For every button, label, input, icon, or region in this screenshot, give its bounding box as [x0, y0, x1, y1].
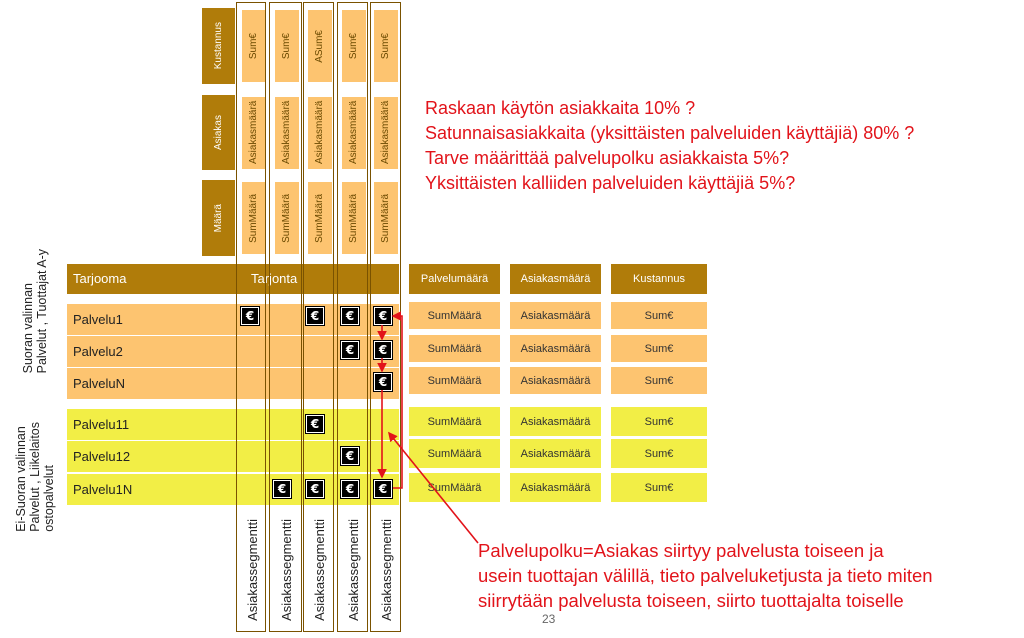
palvelumaara-cell: SumMäärä — [409, 302, 500, 329]
kustannus-cell: Sum€ — [611, 335, 707, 362]
asiakasmaara-header: Asiakasmäärä — [510, 264, 601, 294]
top-maara-value: SumMäärä — [314, 193, 325, 243]
palvelumaara-cell: SumMäärä — [409, 407, 500, 436]
segment-label: Asiakassegmentti — [378, 519, 394, 621]
top-maara-value: SumMäärä — [248, 193, 259, 243]
asiakasmaara-cell: Asiakasmäärä — [510, 335, 601, 362]
service-path-note — [478, 538, 933, 613]
top-kustannus-value: Sum€ — [281, 32, 292, 60]
kustannus-cell: Sum€ — [611, 407, 707, 436]
question-line: Tarve määrittää palvelupolku asiakkaista 5%? — [425, 148, 790, 168]
kustannus-label: Kustannus — [212, 22, 224, 70]
euro-icon: € — [341, 307, 359, 325]
palvelumaara-cell: SumMäärä — [409, 335, 500, 362]
row-name: PalveluN — [73, 376, 126, 391]
asiakasmaara-cell: Asiakasmäärä — [510, 302, 601, 329]
top-asiakas-value: Asiakasmäärä — [380, 100, 391, 164]
top-asiakas-value: Asiakasmäärä — [314, 100, 325, 164]
side-label-line: Palvelut , Liikelaitos — [28, 422, 42, 532]
asiakasmaara-cell: Asiakasmäärä — [510, 473, 601, 502]
euro-icon: € — [241, 307, 259, 325]
kustannus-cell: Sum€ — [611, 473, 707, 502]
segment-label: Asiakassegmentti — [345, 519, 361, 621]
top-kustannus-value: Sum€ — [248, 32, 259, 60]
asiakasmaara-cell: Asiakasmäärä — [510, 407, 601, 436]
segment-label: Asiakassegmentti — [244, 519, 260, 621]
top-asiakas-value: Asiakasmäärä — [348, 100, 359, 164]
kustannus-cell: Sum€ — [611, 439, 707, 468]
top-maara-value: SumMäärä — [380, 193, 391, 243]
asiakas-label: Asiakas — [212, 114, 224, 150]
euro-icon: € — [374, 480, 392, 498]
euro-icon: € — [374, 373, 392, 391]
note-line: usein tuottajan välillä, tieto palveluketjusta ja tieto miten — [478, 565, 933, 586]
top-kustannus-value: ASum€ — [314, 29, 325, 63]
tarjooma-label: Tarjooma — [73, 271, 127, 286]
euro-icon: € — [374, 341, 392, 359]
note-line: Palvelupolku=Asiakas siirtyy palvelusta toiseen ja — [478, 540, 884, 561]
maara-label: Määrä — [212, 203, 224, 233]
top-kustannus-value: Sum€ — [380, 32, 391, 60]
euro-icon: € — [306, 415, 324, 433]
euro-icon: € — [306, 480, 324, 498]
top-asiakas-value: Asiakasmäärä — [281, 100, 292, 164]
indirect-selection-label — [5, 392, 65, 562]
question-line: Satunnaisasiakkaita (yksittäisten palveluiden käyttäjiä) 80% ? — [425, 123, 915, 143]
page-number: 23 — [542, 612, 556, 626]
kustannus-cell: Sum€ — [611, 302, 707, 329]
euro-icon: € — [273, 480, 291, 498]
question-line: Yksittäisten kalliiden palveluiden käyttäjiä 5%? — [425, 173, 796, 193]
euro-icon: € — [306, 307, 324, 325]
row-name: Palvelu2 — [73, 344, 123, 359]
segment-label: Asiakassegmentti — [311, 519, 327, 621]
tarjonta-label: Tarjonta — [251, 271, 298, 286]
direct-selection-label — [10, 236, 60, 386]
asiakasmaara-cell: Asiakasmäärä — [510, 439, 601, 468]
side-label-line: ostopalvelut — [42, 465, 56, 532]
asiakasmaara-cell: Asiakasmäärä — [510, 367, 601, 394]
row-name: Palvelu12 — [73, 449, 131, 464]
side-label-line: Suoran valinnan — [21, 282, 35, 374]
note-line: siirrytään palvelusta toiseen, siirto tuottajalta toiselle — [478, 590, 904, 611]
kustannus-cell: Sum€ — [611, 367, 707, 394]
euro-icon: € — [374, 307, 392, 325]
top-kustannus-value: Sum€ — [348, 32, 359, 60]
kustannus-header: Kustannus — [611, 264, 707, 294]
row-name: Palvelu11 — [73, 417, 130, 432]
row-name: Palvelu1 — [73, 312, 123, 327]
palvelumaara-cell: SumMäärä — [409, 439, 500, 468]
euro-icon: € — [341, 447, 359, 465]
side-label-line: Ei-Suoran valinnan — [14, 426, 28, 532]
segment-label: Asiakassegmentti — [278, 519, 294, 621]
arrow-line — [393, 316, 402, 488]
row-name: Palvelu1N — [73, 482, 133, 497]
top-maara-value: SumMäärä — [348, 193, 359, 243]
palvelumaara-cell: SumMäärä — [409, 367, 500, 394]
side-label-line: Palvelut , Tuottajat A-y — [35, 248, 49, 374]
top-maara-value: SumMäärä — [281, 193, 292, 243]
palvelumaara-cell: SumMäärä — [409, 473, 500, 502]
palvelumaara-header: Palvelumäärä — [409, 264, 500, 294]
top-asiakas-value: Asiakasmäärä — [248, 100, 259, 164]
euro-icon: € — [341, 341, 359, 359]
question-line: Raskaan käytön asiakkaita 10% ? — [425, 98, 696, 118]
euro-icon: € — [341, 480, 359, 498]
